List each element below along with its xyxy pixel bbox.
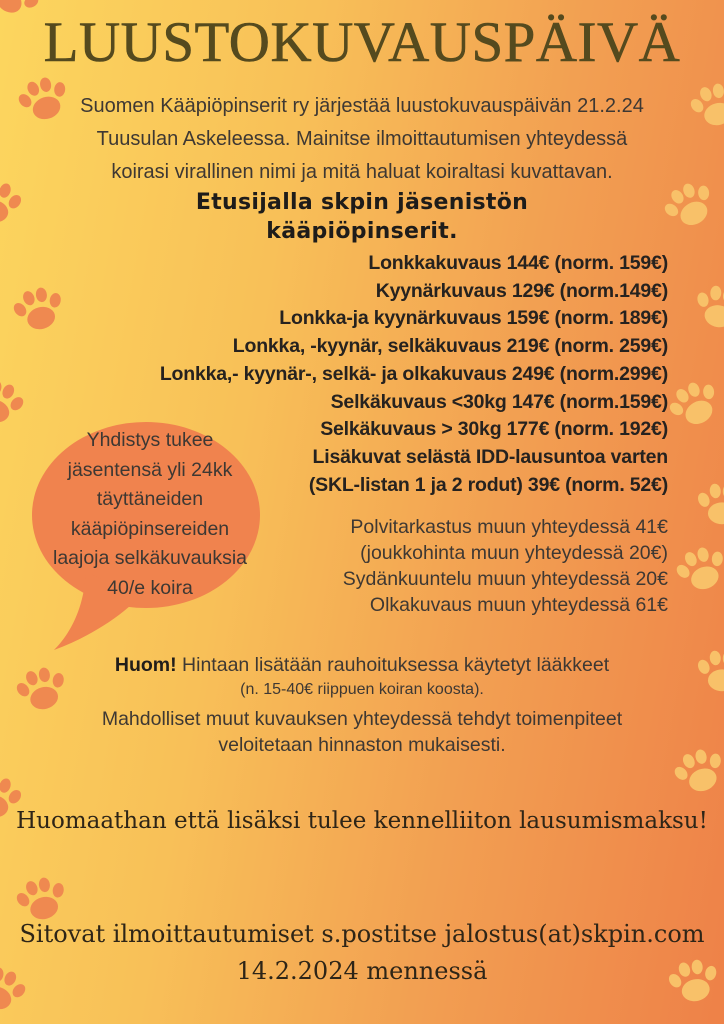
price-line-secondary: Olkakuvaus muun yhteydessä 61€	[369, 594, 668, 616]
price-line: Selkäkuvaus > 30kg 177€ (norm. 192€)	[320, 418, 668, 441]
price-list-secondary	[343, 514, 668, 618]
priority-heading	[0, 188, 724, 246]
note-line-3: Mahdolliset muut kuvauksen yhteydessä tehdyt toimenpiteet	[101, 708, 623, 730]
signup-line: 14.2.2024 mennessä	[236, 957, 488, 985]
bubble-text-line: kääpiöpinsereiden	[70, 517, 230, 540]
price-line-secondary: Sydänkuuntelu muun yhteydessä 20€	[342, 568, 668, 590]
note-line-1-text: Hintaan lisätään rauhoituksessa käytetyt lääkkeet	[176, 654, 610, 676]
signup-instructions	[0, 916, 724, 990]
price-line: Lonkka, -kyynär, selkäkuvaus 219€ (norm. 259€)	[232, 335, 668, 358]
price-line: Lonkka-ja kyynärkuvaus 159€ (norm. 189€)	[279, 307, 668, 330]
bubble-text-line: Yhdistys tukee	[86, 429, 214, 451]
note-line-1	[0, 652, 724, 678]
price-line: Lisäkuvat selästä IDD-lausuntoa varten	[312, 445, 668, 468]
note-line-2: (n. 15-40€ riippuen koiran koosta).	[240, 681, 484, 698]
price-line: Lonkkakuvaus 144€ (norm. 159€)	[368, 252, 668, 274]
medication-note	[0, 652, 724, 758]
kennel-fee-note: Huomaathan että lisäksi tulee kennelliiton lausumismaksu!	[16, 808, 708, 834]
note-huom-label: Huom!	[114, 654, 177, 676]
intro-line: koirasi virallinen nimi ja mitä haluat koiraltasi kuvattavan.	[111, 161, 613, 183]
bubble-text-line: laajoja selkäkuvauksia	[52, 547, 248, 569]
price-line: Selkäkuvaus <30kg 147€ (norm.159€)	[330, 390, 668, 413]
note-line-4: veloitetaan hinnaston mukaisesti.	[218, 734, 506, 756]
bubble-text-line: 40/e koira	[107, 576, 193, 599]
priority-line: kääpiöpinserit.	[266, 219, 458, 244]
poster-title: LUUSTOKUVAUSPÄIVÄ	[43, 11, 681, 74]
intro-line: Tuusulan Askeleessa. Mainitse ilmoittautumisen yhteydessä	[96, 128, 628, 150]
priority-line: Etusijalla skpin jäsenistön	[195, 190, 529, 215]
price-line: (SKL-listan 1 ja 2 rodut) 39€ (norm. 52€)	[308, 473, 668, 496]
signup-line: Sitovat ilmoittautumiset s.postitse jalostus(at)skpin.com	[19, 920, 705, 948]
bubble-text-line: jäsentensä yli 24kk	[67, 458, 233, 481]
bubble-text-line: täyttäneiden	[96, 488, 204, 510]
bubble-text	[34, 426, 266, 603]
intro-paragraph	[0, 90, 724, 189]
price-line-secondary: Polvitarkastus muun yhteydessä 41€	[350, 516, 668, 538]
price-line: Kyynärkuvaus 129€ (norm.149€)	[375, 279, 668, 302]
speech-bubble	[28, 410, 280, 658]
price-line: Lonkka,- kyynär-, selkä- ja olkakuvaus 249€ (norm.299€)	[159, 362, 668, 385]
price-line-secondary: (joukkohinta muun yhteydessä 20€)	[360, 542, 668, 564]
intro-line: Suomen Kääpiöpinserit ry järjestää luustokuvauspäivän 21.2.24	[80, 95, 644, 117]
